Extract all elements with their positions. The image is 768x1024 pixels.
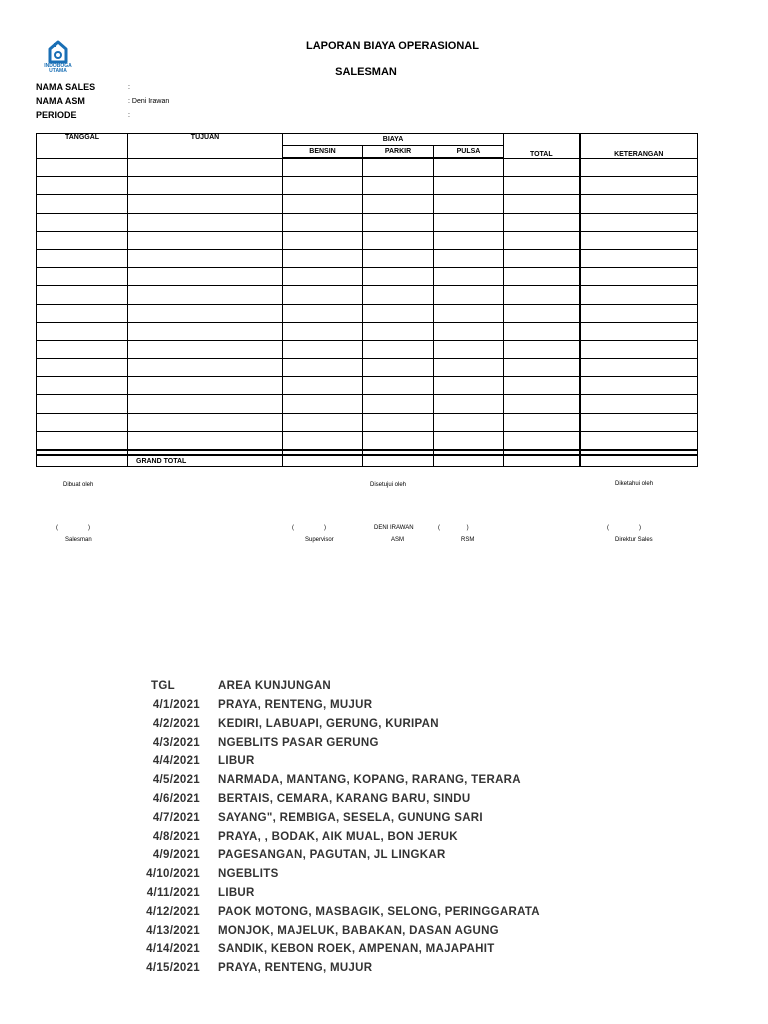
table-cell (283, 158, 363, 177)
sig-asm-name: DENI IRAWAN (374, 525, 414, 531)
table-cell (128, 249, 283, 267)
table-cell (434, 158, 504, 177)
sig-paren-rsm: ( ) (438, 525, 469, 531)
schedule-row (0, 718, 768, 736)
table-cell (363, 177, 434, 195)
schedule-row (0, 755, 768, 773)
table-cell (580, 286, 698, 304)
table-cell (283, 304, 363, 322)
table-cell (504, 177, 580, 195)
schedule-date: 4/10/2021 (146, 868, 200, 881)
table-cell (504, 359, 580, 377)
info-label-periode: PERIODE (36, 110, 77, 120)
table-cell (363, 431, 434, 450)
table-cell (363, 322, 434, 340)
table-cell (128, 213, 283, 231)
schedule-row (0, 831, 768, 849)
table-cell (363, 268, 434, 286)
table-cell (128, 413, 283, 431)
sig-role-salesman: Salesman (65, 537, 92, 543)
schedule-header (0, 680, 768, 698)
schedule-date: 4/13/2021 (146, 924, 200, 937)
sig-role-supervisor: Supervisor (305, 537, 334, 543)
header-tujuan: TUJUAN (128, 134, 283, 159)
header-pulsa: PULSA (434, 146, 504, 159)
table-cell (580, 231, 698, 249)
schedule-date: 4/8/2021 (152, 830, 200, 843)
table-cell (504, 195, 580, 213)
table-cell (283, 249, 363, 267)
table-cell (283, 340, 363, 358)
sig-role-rsm: RSM (461, 537, 475, 543)
report-title: LAPORAN BIAYA OPERASIONAL (306, 40, 479, 52)
table-cell (37, 195, 128, 213)
table-cell (434, 413, 504, 431)
table-cell (37, 231, 128, 249)
schedule-row (0, 699, 768, 717)
table-cell (363, 359, 434, 377)
table-cell (37, 249, 128, 267)
table-cell (283, 195, 363, 213)
expense-table (36, 133, 698, 467)
schedule-row (0, 793, 768, 811)
table-cell (128, 431, 283, 450)
info-label-sales: NAMA SALES (36, 82, 96, 92)
table-row (37, 431, 698, 450)
table-cell (37, 158, 128, 177)
table-cell (434, 213, 504, 231)
table-cell (580, 268, 698, 286)
schedule-row (0, 868, 768, 886)
table-cell (37, 377, 128, 395)
table-cell (128, 195, 283, 213)
table-cell (504, 395, 580, 413)
table-cell (128, 158, 283, 177)
report-subtitle: SALESMAN (335, 66, 397, 78)
table-cell (37, 413, 128, 431)
schedule-date: 4/5/2021 (152, 774, 200, 787)
table-cell (37, 431, 128, 450)
table-row (37, 286, 698, 304)
info-value-periode: : (128, 112, 130, 119)
table-cell (283, 322, 363, 340)
grand-total-row (37, 455, 698, 467)
info-value-asm: : Deni Irawan (128, 98, 170, 105)
grand-total-label: GRAND TOTAL (128, 455, 283, 467)
table-row (37, 322, 698, 340)
schedule-date: 4/1/2021 (152, 699, 200, 711)
table-row (37, 231, 698, 249)
table-cell (580, 359, 698, 377)
table-cell (504, 213, 580, 231)
table-row (37, 395, 698, 413)
table-cell (434, 286, 504, 304)
schedule-area: NGEBLITS PASAR GERUNG (218, 736, 379, 749)
schedule-row (0, 906, 768, 924)
schedule-area: PAOK MOTONG, MASBAGIK, SELONG, PERINGGARATA (218, 905, 540, 918)
schedule-date: 4/6/2021 (152, 793, 200, 805)
table-cell (580, 340, 698, 358)
schedule-header-date: TGL (151, 680, 175, 692)
header-keterangan: KETERANGAN (580, 134, 698, 159)
header-biaya: BIAYA (283, 134, 504, 146)
table-cell (283, 395, 363, 413)
table-cell (128, 268, 283, 286)
table-cell (363, 377, 434, 395)
sig-paren-direktur: ( ) (607, 525, 642, 531)
table-cell (580, 455, 698, 467)
table-cell (283, 431, 363, 450)
schedule-row (0, 962, 768, 980)
schedule-area: SAYANG", REMBIGA, SESELA, GUNUNG SARI (218, 811, 483, 824)
schedule-area: LIBUR (218, 755, 255, 768)
table-cell (283, 231, 363, 249)
sig-made-by: Dibuat oleh (63, 482, 94, 488)
schedule-date: 4/7/2021 (152, 811, 200, 824)
table-cell (363, 158, 434, 177)
info-label-asm: NAMA ASM (36, 96, 85, 106)
table-cell (363, 286, 434, 304)
schedule-area: PAGESANGAN, PAGUTAN, JL LINGKAR (218, 849, 446, 862)
table-row (37, 340, 698, 358)
table-row (37, 304, 698, 322)
table-cell (580, 213, 698, 231)
table-cell (504, 377, 580, 395)
table-cell (434, 268, 504, 286)
table-cell (128, 377, 283, 395)
table-cell (504, 231, 580, 249)
logo-line-2: UTAMA (49, 68, 67, 74)
info-value-sales: : (128, 84, 130, 91)
table-cell (363, 395, 434, 413)
expense-table-body (37, 158, 698, 467)
sig-known-by: Diketahui oleh (615, 481, 654, 487)
table-cell (580, 158, 698, 177)
table-cell (434, 395, 504, 413)
sig-paren-supervisor: ( ) (292, 525, 327, 531)
header-parkir: PARKIR (363, 146, 434, 159)
sig-role-direktur: Direktur Sales (615, 537, 653, 543)
table-cell (37, 322, 128, 340)
table-row (37, 158, 698, 177)
schedule-area: PRAYA, RENTENG, MUJUR (218, 699, 373, 711)
schedule-area: BERTAIS, CEMARA, KARANG BARU, SINDU (218, 793, 471, 805)
table-cell (128, 304, 283, 322)
table-cell (37, 304, 128, 322)
table-cell (37, 340, 128, 358)
table-cell (283, 359, 363, 377)
table-cell (504, 413, 580, 431)
table-cell (434, 455, 504, 467)
table-cell (580, 322, 698, 340)
schedule-area: NARMADA, MANTANG, KOPANG, RARANG, TERARA (218, 774, 521, 787)
table-cell (434, 195, 504, 213)
table-cell (128, 359, 283, 377)
schedule-row (0, 925, 768, 943)
table-cell (283, 413, 363, 431)
table-row (37, 413, 698, 431)
table-row (37, 268, 698, 286)
table-cell (504, 304, 580, 322)
table-cell (363, 455, 434, 467)
schedule-area: LIBUR (218, 887, 255, 899)
table-cell (504, 286, 580, 304)
schedule-row (0, 812, 768, 830)
schedule-area: PRAYA, , BODAK, AIK MUAL, BON JERUK (218, 830, 458, 843)
schedule-row (0, 737, 768, 755)
table-cell (37, 359, 128, 377)
schedule-row (0, 943, 768, 961)
table-row (37, 195, 698, 213)
table-cell (37, 286, 128, 304)
schedule-date: 4/4/2021 (152, 755, 200, 768)
table-cell (283, 455, 363, 467)
table-cell (37, 177, 128, 195)
table-cell (434, 359, 504, 377)
schedule-date: 4/2/2021 (152, 717, 200, 730)
table-cell (128, 231, 283, 249)
table-cell (580, 177, 698, 195)
table-cell (434, 431, 504, 450)
table-cell (504, 158, 580, 177)
schedule-date: 4/15/2021 (146, 962, 200, 975)
table-cell (504, 249, 580, 267)
table-cell (37, 455, 128, 467)
table-cell (434, 322, 504, 340)
table-row (37, 213, 698, 231)
schedule-area: NGEBLITS (218, 868, 279, 881)
table-cell (363, 231, 434, 249)
table-cell (504, 268, 580, 286)
table-cell (128, 286, 283, 304)
table-cell (283, 377, 363, 395)
table-cell (128, 395, 283, 413)
table-cell (363, 340, 434, 358)
table-cell (283, 213, 363, 231)
header-tanggal: TANGGAL (37, 134, 128, 159)
table-cell (283, 177, 363, 195)
table-cell (504, 455, 580, 467)
table-cell (434, 231, 504, 249)
table-cell (580, 377, 698, 395)
schedule-row (0, 849, 768, 867)
table-cell (363, 249, 434, 267)
table-cell (504, 340, 580, 358)
table-cell (504, 431, 580, 450)
table-cell (580, 304, 698, 322)
table-cell (580, 249, 698, 267)
table-cell (434, 377, 504, 395)
table-cell (434, 249, 504, 267)
schedule-date: 4/9/2021 (152, 849, 200, 862)
sig-approved-by: Disetujui oleh (370, 482, 407, 488)
table-cell (580, 195, 698, 213)
schedule-date: 4/12/2021 (146, 905, 200, 918)
table-row (37, 377, 698, 395)
table-cell (128, 340, 283, 358)
schedule-area: KEDIRI, LABUAPI, GERUNG, KURIPAN (218, 717, 439, 730)
table-cell (363, 195, 434, 213)
table-cell (37, 268, 128, 286)
table-cell (37, 213, 128, 231)
table-cell (283, 286, 363, 304)
schedule-row (0, 774, 768, 792)
schedule-area: PRAYA, RENTENG, MUJUR (218, 962, 373, 975)
table-cell (580, 431, 698, 450)
schedule-header-area: AREA KUNJUNGAN (218, 680, 332, 692)
schedule-date: 4/3/2021 (152, 736, 200, 749)
schedule-area: MONJOK, MAJELUK, BABAKAN, DASAN AGUNG (218, 924, 499, 937)
table-cell (434, 340, 504, 358)
schedule-row (0, 887, 768, 905)
table-cell (363, 413, 434, 431)
table-row (37, 359, 698, 377)
logo-line-1: INDOBOGA (44, 63, 72, 69)
schedule-date: 4/11/2021 (146, 887, 200, 899)
table-row (37, 249, 698, 267)
table-cell (504, 322, 580, 340)
table-cell (434, 304, 504, 322)
header-total: TOTAL (504, 134, 580, 159)
table-cell (128, 177, 283, 195)
table-cell (283, 268, 363, 286)
table-cell (128, 322, 283, 340)
schedule-area: SANDIK, KEBON ROEK, AMPENAN, MAJAPAHIT (218, 943, 495, 956)
table-cell (580, 395, 698, 413)
schedule-date: 4/14/2021 (146, 943, 200, 956)
sig-role-asm: ASM (391, 537, 405, 543)
table-cell (363, 213, 434, 231)
sig-paren-salesman: ( ) (56, 525, 91, 531)
table-cell (434, 177, 504, 195)
table-cell (363, 304, 434, 322)
table-row (37, 177, 698, 195)
header-bensin: BENSIN (283, 146, 363, 159)
table-cell (37, 395, 128, 413)
table-cell (580, 413, 698, 431)
